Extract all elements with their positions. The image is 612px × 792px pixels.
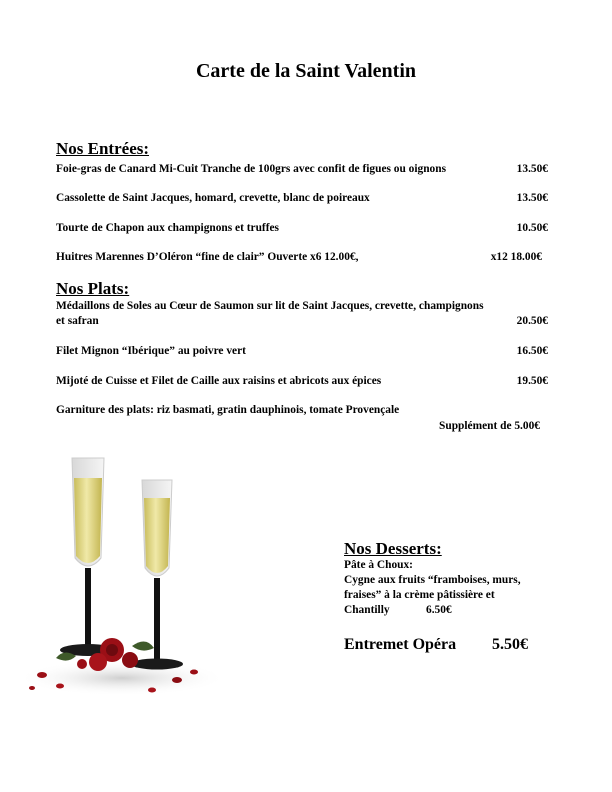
entree-item-price: x12 18.00€ [490,251,542,263]
plat-item-price: 16.50€ [516,345,548,357]
plat-item-price: 20.50€ [516,315,548,327]
plat-item-name-cont: et safran [56,315,99,327]
entree-item-name: Foie-gras de Canard Mi-Cuit Tranche de 100grs avec confit de figues ou oignons [56,163,447,175]
opera-name: Entremet Opéra [344,636,457,653]
entree-item-name: Tourte de Chapon aux champignons et truffes [56,222,279,234]
opera-price: 5.50€ [492,636,528,653]
plat-item-name: Médaillons de Soles au Cœur de Saumon sur lit de Saint Jacques, crevette, champignons [56,300,484,312]
desserts-heading: Nos Desserts: [344,539,442,558]
garniture-text: Garniture des plats: riz basmati, gratin dauphinois, tomate Provençale [56,404,400,416]
entree-item-price: 13.50€ [516,192,548,204]
menu-title: Carte de la Saint Valentin [195,60,417,82]
entree-item-name: Huitres Marennes D’Oléron “fine de clair” Ouverte x6 12.00€, [56,251,359,263]
plat-item-name: Filet Mignon “Ibérique” au poivre vert [56,345,246,357]
dessert-description: fraises” à la crème pâtissière et [344,589,495,601]
plat-item-price: 19.50€ [516,375,548,387]
champagne-glasses-roses-image [12,450,227,710]
dessert-description: Cygne aux fruits “framboises, murs, [344,574,521,586]
dessert-price: 6.50€ [426,604,452,616]
entree-item-price: 13.50€ [516,163,548,175]
dessert-description: Chantilly [344,604,390,616]
entree-item-name: Cassolette de Saint Jacques, homard, crevette, blanc de poireaux [56,192,370,204]
dessert-subheading: Pâte à Choux: [344,559,413,571]
entree-item-price: 10.50€ [516,222,548,234]
plats-heading: Nos Plats: [56,279,130,298]
plat-item-name: Mijoté de Cuisse et Filet de Caille aux raisins et abricots aux épices [56,375,382,387]
entrees-heading: Nos Entrées: [56,139,150,158]
supplement-text: Supplément de 5.00€ [439,420,540,432]
